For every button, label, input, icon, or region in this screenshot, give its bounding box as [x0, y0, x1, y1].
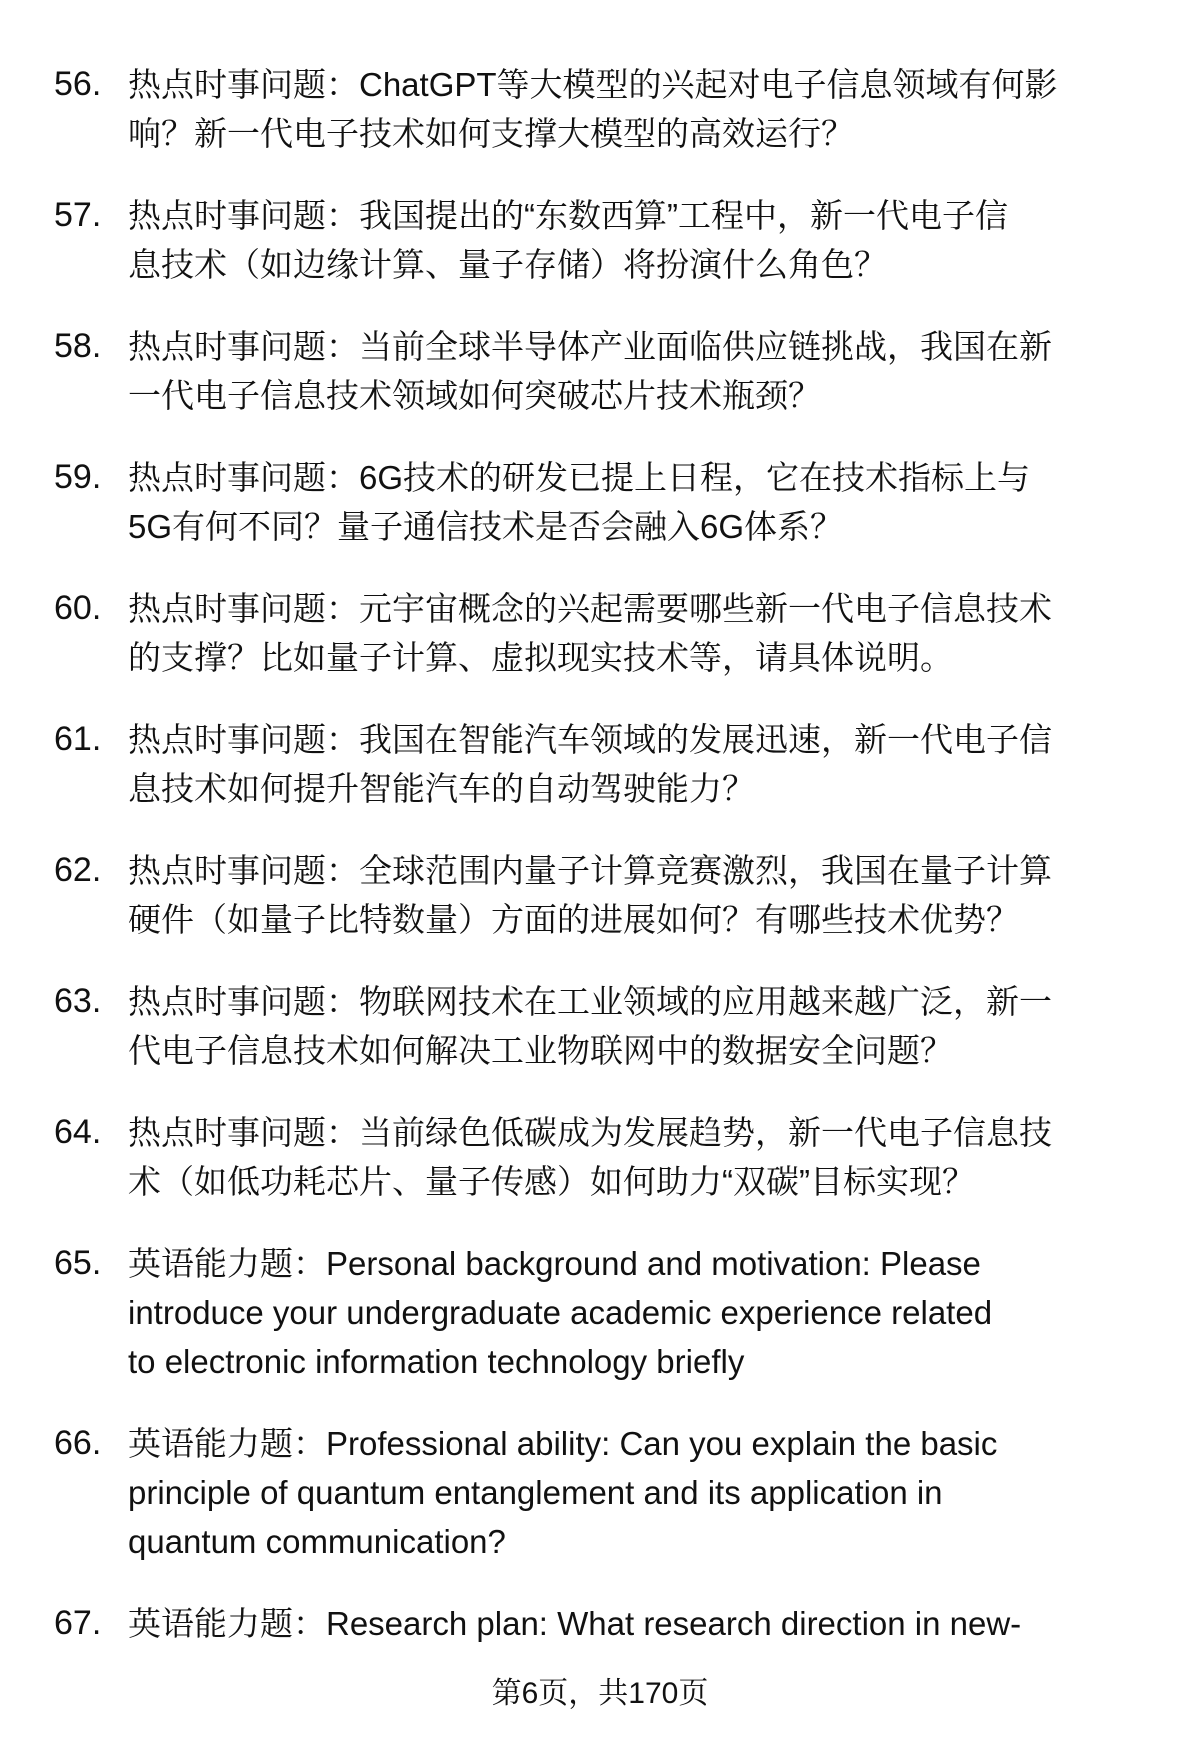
question-item [0, 191, 1200, 289]
question-number: 65. [54, 1244, 102, 1282]
question-number: 61. [54, 720, 102, 758]
question-text-line: 热点时事问题：6G技术的研发已提上日程，它在技术指标上与 [128, 459, 1031, 496]
page-footer: 第6页，共170页 [491, 1677, 709, 1710]
question-number: 67. [54, 1604, 102, 1642]
question-item [0, 1599, 1200, 1648]
question-text-line: 英语能力题：Research plan: What research direction in new- [128, 1605, 1022, 1642]
question-text-line: 热点时事问题：元宇宙概念的兴起需要哪些新一代电子信息技术 [128, 590, 1052, 627]
question-text-line: 热点时事问题：当前全球半导体产业面临供应链挑战，我国在新 [128, 328, 1052, 365]
question-text-line: 热点时事问题：全球范围内量子计算竞赛激烈，我国在量子计算 [128, 852, 1052, 889]
question-text-line: 的支撑？比如量子计算、虚拟现实技术等，请具体说明。 [128, 639, 953, 676]
question-text-line: 一代电子信息技术领域如何突破芯片技术瓶颈？ [128, 377, 821, 414]
question-text-line: 硬件（如量子比特数量）方面的进展如何？有哪些技术优势？ [128, 901, 1019, 938]
question-number: 58. [54, 327, 102, 365]
question-text-line: 术（如低功耗芯片、量子传感）如何助力“双碳”目标实现？ [128, 1163, 975, 1200]
question-text-line: 热点时事问题：物联网技术在工业领域的应用越来越广泛，新一 [128, 983, 1052, 1020]
question-text-line: 代电子信息技术如何解决工业物联网中的数据安全问题？ [128, 1032, 953, 1069]
question-item [0, 584, 1200, 682]
question-text-line: principle of quantum entanglement and its application in [128, 1474, 943, 1511]
question-item [0, 846, 1200, 944]
question-text-line: 息技术如何提升智能汽车的自动驾驶能力？ [128, 770, 755, 807]
question-text-line: 热点时事问题：我国在智能汽车领域的发展迅速，新一代电子信 [128, 721, 1052, 758]
question-text-line: 响？新一代电子技术如何支撑大模型的高效运行？ [128, 115, 854, 152]
question-text-line: quantum communication? [128, 1523, 506, 1560]
question-item [0, 453, 1200, 551]
question-number: 63. [54, 982, 102, 1020]
question-number: 59. [54, 458, 102, 496]
question-item [0, 715, 1200, 813]
question-number: 66. [54, 1424, 102, 1462]
question-number: 62. [54, 851, 102, 889]
question-text-line: 5G有何不同？量子通信技术是否会融入6G体系？ [128, 508, 844, 545]
question-text-line: 热点时事问题：我国提出的“东数西算”工程中，新一代电子信 [128, 197, 1008, 234]
question-number: 57. [54, 196, 102, 234]
question-list [0, 60, 1200, 1681]
question-text-line: 英语能力题：Personal background and motivation: Please [128, 1245, 981, 1282]
question-item [0, 1419, 1200, 1566]
question-number: 64. [54, 1113, 102, 1151]
question-number: 56. [54, 65, 102, 103]
question-item [0, 60, 1200, 158]
question-item [0, 1239, 1200, 1386]
question-text-line: 热点时事问题：当前绿色低碳成为发展趋势，新一代电子信息技 [128, 1114, 1052, 1151]
question-text-line: introduce your undergraduate academic experience related [128, 1294, 993, 1331]
question-text-line: to electronic information technology briefly [128, 1343, 745, 1380]
question-item [0, 977, 1200, 1075]
question-text-line: 英语能力题：Professional ability: Can you explain the basic [128, 1425, 998, 1462]
question-item [0, 322, 1200, 420]
question-text-line: 热点时事问题：ChatGPT等大模型的兴起对电子信息领域有何影 [128, 66, 1058, 103]
question-text-line: 息技术（如边缘计算、量子存储）将扮演什么角色？ [128, 246, 887, 283]
question-item [0, 1108, 1200, 1206]
question-number: 60. [54, 589, 102, 627]
